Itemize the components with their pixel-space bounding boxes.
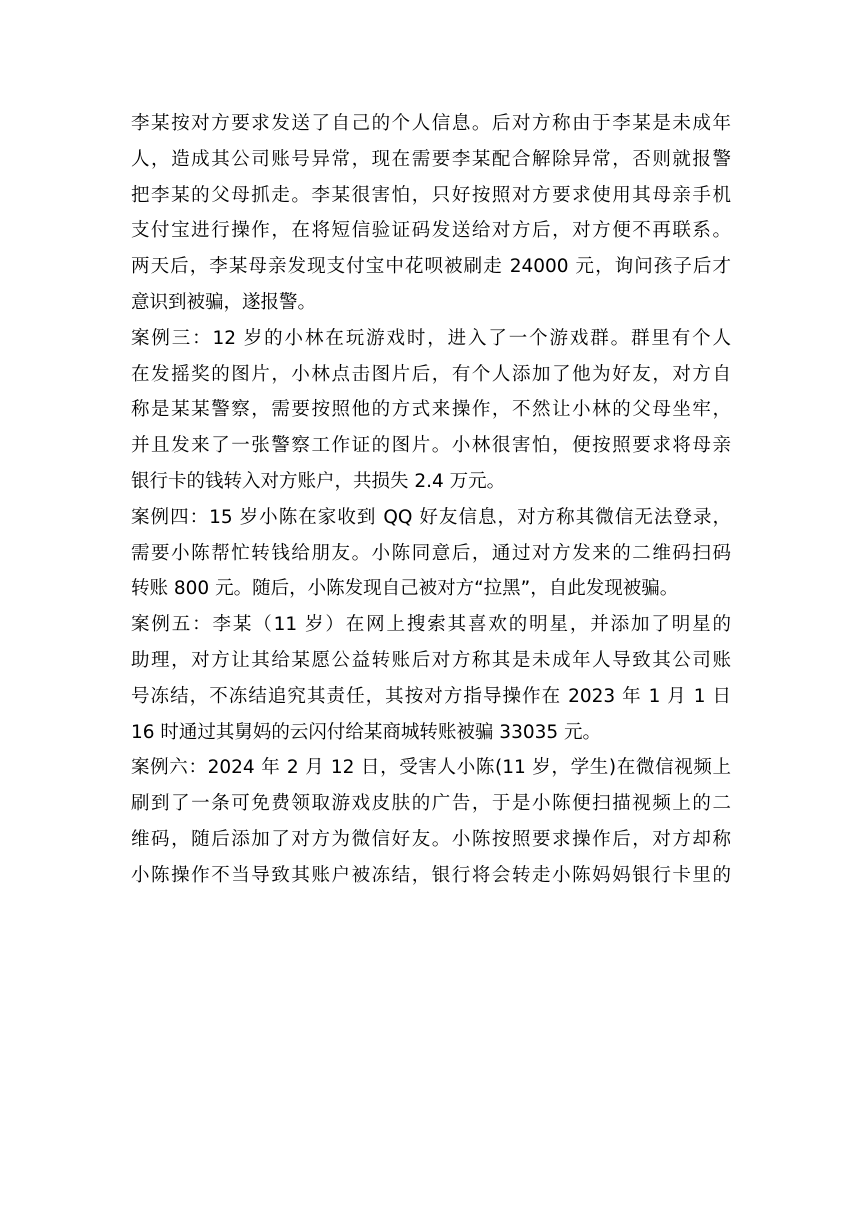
document-body — [131, 106, 731, 894]
text-line: 16 时通过其舅妈的云闪付给某商城转账被骗 33035 元。 — [131, 721, 602, 743]
text-line: 人，造成其公司账号异常，现在需要李某配合解除异常，否则就报警 — [131, 148, 731, 170]
text-line: 在发摇奖的图片，小林点击图片后，有个人添加了他为好友，对方自 — [131, 363, 731, 385]
text-line: 刷到了一条可免费领取游戏皮肤的广告，于是小陈便扫描视频上的二 — [131, 793, 731, 815]
text-line: 案例三：12 岁的小林在玩游戏时，进入了一个游戏群。群里有个人 — [131, 327, 731, 349]
paragraph-case-five — [131, 607, 731, 750]
text-line: 称是某某警察，需要按照他的方式来操作，不然让小林的父母坐牢， — [131, 399, 731, 421]
text-line: 李某按对方要求发送了自己的个人信息。后对方称由于李某是未成年 — [131, 113, 731, 134]
text-line: 维码，随后添加了对方为微信好友。小陈按照要求操作后，对方却称 — [131, 828, 731, 850]
text-line: 案例四：15 岁小陈在家收到 QQ 好友信息，对方称其微信无法登录， — [131, 506, 731, 528]
text-line: 银行卡的钱转入对方账户，共损失 2.4 万元。 — [131, 470, 506, 492]
text-line: 并且发来了一张警察工作证的图片。小林很害怕，便按照要求将母亲 — [131, 435, 731, 457]
text-line: 案例六：2024 年 2 月 12 日，受害人小陈(11 岁，学生)在微信视频上 — [131, 757, 731, 779]
text-line: 把李某的父母抓走。李某很害怕，只好按照对方要求使用其母亲手机 — [131, 184, 731, 206]
text-line: 支付宝进行操作，在将短信验证码发送给对方后，对方便不再联系。 — [131, 220, 731, 242]
paragraph-case-two-continued — [131, 106, 731, 321]
text-line: 两天后，李某母亲发现支付宝中花呗被刷走 24000 元，询问孩子后才 — [131, 256, 731, 278]
paragraph-case-three — [131, 321, 731, 500]
text-line: 小陈操作不当导致其账户被冻结，银行将会转走小陈妈妈银行卡里的 — [131, 864, 731, 886]
paragraph-case-six — [131, 750, 731, 893]
text-line: 需要小陈帮忙转钱给朋友。小陈同意后，通过对方发来的二维码扫码 — [131, 542, 731, 564]
text-line: 意识到被骗，遂报警。 — [131, 291, 317, 313]
text-line: 号冻结，不冻结追究其责任，其按对方指导操作在 2023 年 1 月 1 日 — [131, 685, 731, 707]
text-line: 案例五：李某（11 岁）在网上搜索其喜欢的明星，并添加了明星的 — [131, 614, 731, 636]
paragraph-case-four — [131, 500, 731, 607]
text-line: 转账 800 元。随后，小陈发现自己被对方“拉黑”，自此发现被骗。 — [131, 578, 679, 600]
text-line: 助理，对方让其给某愿公益转账后对方称其是未成年人导致其公司账 — [131, 649, 731, 671]
